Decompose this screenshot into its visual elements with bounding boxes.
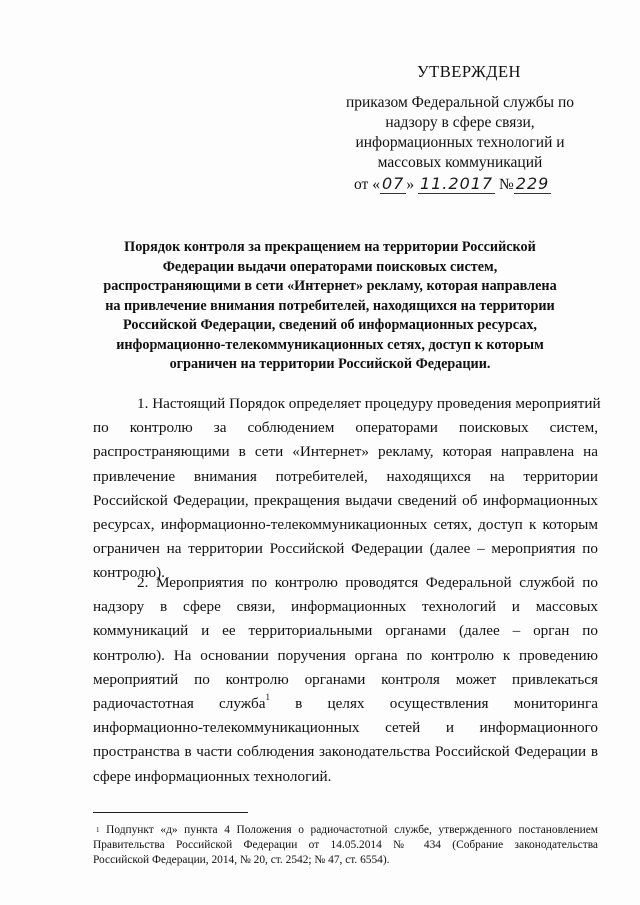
footnote-line-text: Подпункт «д» пункта 4 Положения о радиочастотной службе, утвержденного постановлением — [106, 824, 598, 836]
paragraph-line-tail: в целях осуществления мониторинга — [295, 694, 599, 712]
footnote-divider — [93, 812, 248, 813]
paragraph-line-with-footnote — [93, 692, 598, 716]
handwritten-order-number: 229 — [515, 174, 550, 193]
paragraph-2 — [93, 571, 598, 789]
date-closing-quote: » — [406, 176, 415, 193]
paragraph-line: ресурсах, информационно-телекоммуникационных сетях, доступ к которым — [93, 515, 598, 533]
title-line: Порядок контроля за прекращением на территории Российской — [124, 239, 536, 255]
paragraph-line: сфере информационных технологий. — [93, 767, 332, 785]
paragraph-line: пространства в части соблюдения законодательства Российской Федерации в — [93, 743, 598, 761]
paragraph-line: по контролю за соблюдением операторами поисковых систем, — [93, 419, 598, 437]
date-prefix: от « — [354, 176, 380, 193]
document-title — [92, 238, 568, 375]
paragraph-line: Российской Федерации, прекращения выдачи сведений об информационных — [93, 491, 598, 509]
footnote-reference[interactable]: 1 — [265, 691, 270, 702]
title-line: информационно-телекоммуникационных сетях, доступ к которым — [116, 336, 544, 353]
approval-order-line: надзору в сфере связи, — [385, 114, 535, 131]
paragraph-line: информационно-телекоммуникационных сетей и информационного — [93, 719, 598, 737]
paragraph-line: привлечение внимания потребителей, находящихся на территории — [93, 467, 598, 485]
footnote-line: Российской Федерации, 2014, № 20, ст. 2542; № 47, ст. 6554). — [93, 854, 390, 866]
title-line: Федерации выдачи операторами поисковых систем, — [162, 258, 498, 275]
paragraph-line: 1. Настоящий Порядок определяет процедуру проведения мероприятий — [137, 395, 601, 412]
paragraph-line: контролю). — [93, 564, 165, 582]
handwritten-month-year: 11.2017 — [419, 174, 494, 193]
order-date-number — [354, 174, 551, 194]
approval-block — [330, 62, 590, 173]
paragraph-line: ограничен на территории Российской Федерации (далее – мероприятия по — [93, 540, 598, 558]
footnote-line: Правительства Российской Федерации от 14.05.2014 № 434 (Собрание законодательства — [93, 839, 598, 851]
footnote-line — [93, 823, 598, 838]
approval-order-line: массовых коммуникаций — [377, 154, 543, 171]
title-line: Российской Федерации, сведений об информационных ресурсах, — [123, 317, 537, 333]
approval-order-line: информационных технологий и — [355, 134, 565, 151]
radio-service-text: радиочастотная служба — [93, 694, 266, 712]
title-line: на привлечение внимания потребителей, находящихся на территории — [105, 297, 555, 314]
approval-order-line: приказом Федеральной службы по — [345, 94, 575, 111]
paragraph-line: 2. Мероприятия по контролю проводятся Федеральной службой по — [137, 574, 598, 591]
number-sign: № — [498, 176, 514, 193]
handwritten-day: 07 — [381, 174, 405, 193]
paragraph-1 — [93, 392, 601, 586]
paragraph-line: распространяющими в сети «Интернет» рекламу, которая направлена на — [93, 443, 598, 461]
approved-heading: УТВЕРЖДЕН — [417, 62, 521, 81]
paragraph-line: надзору в сфере связи, информационных технологий и массовых — [93, 598, 598, 616]
footnote-marker: 1 — [96, 826, 100, 834]
footnote — [93, 823, 598, 868]
title-line: распространяющими в сети «Интернет» рекламу, которая направлена — [103, 278, 557, 294]
title-line: ограничен на территории Российской Федерации. — [169, 356, 491, 372]
paragraph-line: мероприятий по контролю органами контроля может привлекаться — [93, 670, 598, 688]
paragraph-line: контролю). На основании поручения органа по контролю к проведению — [93, 646, 598, 664]
paragraph-line: коммуникаций и ее территориальными органами (далее – орган по — [93, 622, 598, 640]
